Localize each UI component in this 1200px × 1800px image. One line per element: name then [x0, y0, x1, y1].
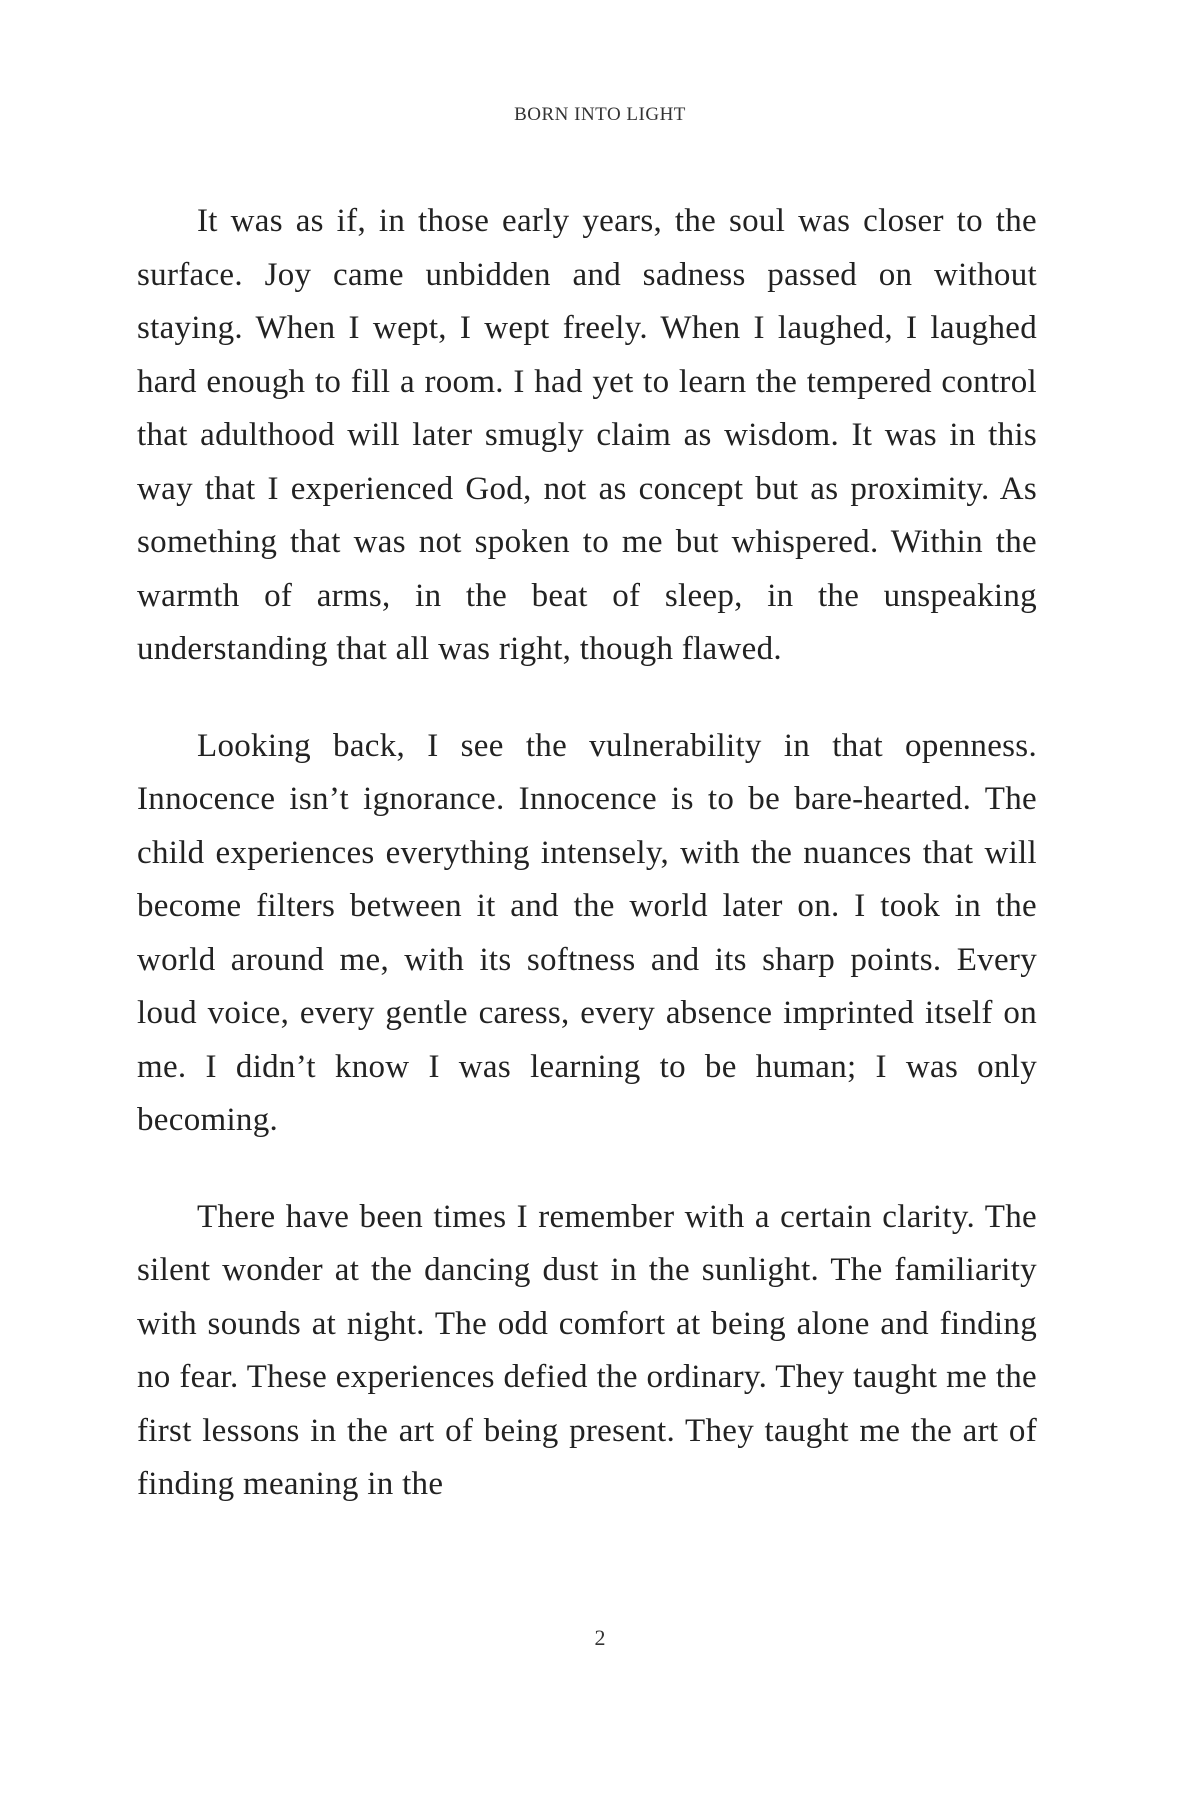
- paragraph-2: Looking back, I see the vulnerability in that openness. Innocence isn’t ignorance. Innocence is to be bare-hearted. The child experiences everything intensely, with the nuances that will become filters between it and the world later on. I took in the world around me, with its softness and its sharp points. Every loud voice, every gentle caress, every absence imprinted itself on me. I didn’t know I was learning to be human; I was only becoming.: [137, 727, 1037, 1138]
- page-number: 2: [594, 1625, 606, 1650]
- paragraph-1: It was as if, in those early years, the soul was closer to the surface. Joy came unbidden and sadness passed on without staying. When I wept, I wept freely. When I laughed, I laughed hard enough to fill a room. I had yet to learn the tempered control that adulthood will later smugly claim as wisdom. It was in this way that I experienced God, not as concept but as proximity. As something that was not spoken to me but whispered. Within the warmth of arms, in the beat of sleep, in the unspeaking understanding that all was right, though flawed.: [137, 203, 1037, 667]
- running-head: BORN INTO LIGHT: [514, 104, 686, 125]
- body-text: [137, 195, 1037, 1555]
- paragraph-3: There have been times I remember with a certain clarity. The silent wonder at the dancing dust in the sunlight. The familiarity with sounds at night. The odd comfort at being alone and finding no fear. These experiences defied the ordinary. They taught me the first lessons in the art of being present. They taught me the art of finding meaning in the: [137, 1198, 1037, 1502]
